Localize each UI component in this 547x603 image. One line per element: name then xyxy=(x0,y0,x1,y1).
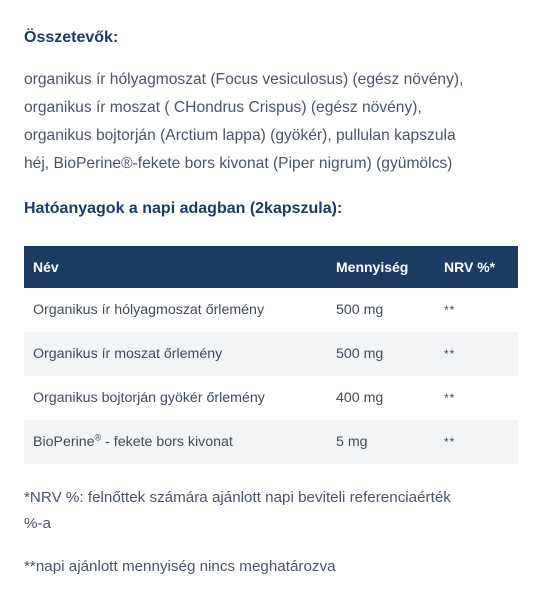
registered-mark: ® xyxy=(94,432,102,443)
nrv-footnote-line: *NRV %: felnőttek számára ajánlott napi beviteli referenciaérték xyxy=(24,489,451,506)
column-header-nrv: NRV %* xyxy=(444,259,496,275)
row-name-rest: - fekete bors kivonat xyxy=(101,434,233,450)
active-ingredients-heading: Hatóanyagok a napi adagban (2kapszula): xyxy=(24,200,343,217)
ingredients-line: organikus bojtorján (Arctium lappa) (gyökér), pullulan kapszula xyxy=(24,127,456,144)
active-ingredients-table xyxy=(24,246,518,464)
row-name: Organikus ír moszat őrlemény xyxy=(33,346,223,362)
double-star-footnote: **napi ajánlott mennyiség nincs meghatározva xyxy=(24,558,336,575)
row-name xyxy=(24,434,329,450)
ingredients-text xyxy=(24,66,520,178)
ingredients-heading: Összetevők: xyxy=(24,29,119,46)
column-header-name: Név xyxy=(33,259,59,275)
row-name: Organikus ír hólyagmoszat őrlemény xyxy=(33,302,265,318)
table-row xyxy=(24,288,518,332)
table-row xyxy=(24,420,518,464)
row-nrv: ** xyxy=(444,347,456,361)
row-nrv: ** xyxy=(444,435,456,449)
nrv-footnote xyxy=(24,485,524,537)
ingredients-line: héj, BioPerine®-fekete bors kivonat (Piper nigrum) (gyümölcs) xyxy=(24,155,453,172)
row-amount: 5 mg xyxy=(336,434,368,450)
row-amount: 500 mg xyxy=(336,302,384,318)
row-nrv: ** xyxy=(444,303,456,317)
row-nrv: ** xyxy=(444,391,456,405)
row-name: Organikus bojtorján gyökér őrlemény xyxy=(33,390,265,406)
table-row xyxy=(24,376,518,420)
row-name-main: BioPerine xyxy=(33,434,95,450)
table-row xyxy=(24,332,518,376)
nrv-footnote-line: %-a xyxy=(24,515,52,532)
table-header-row xyxy=(24,246,518,288)
column-header-amount: Mennyiség xyxy=(336,259,409,275)
row-amount: 500 mg xyxy=(336,346,384,362)
row-amount: 400 mg xyxy=(336,390,384,406)
ingredients-line: organikus ír moszat ( CHondrus Crispus) (egész növény), xyxy=(24,99,422,116)
ingredients-line: organikus ír hólyagmoszat (Focus vesiculosus) (egész növény), xyxy=(24,71,464,88)
